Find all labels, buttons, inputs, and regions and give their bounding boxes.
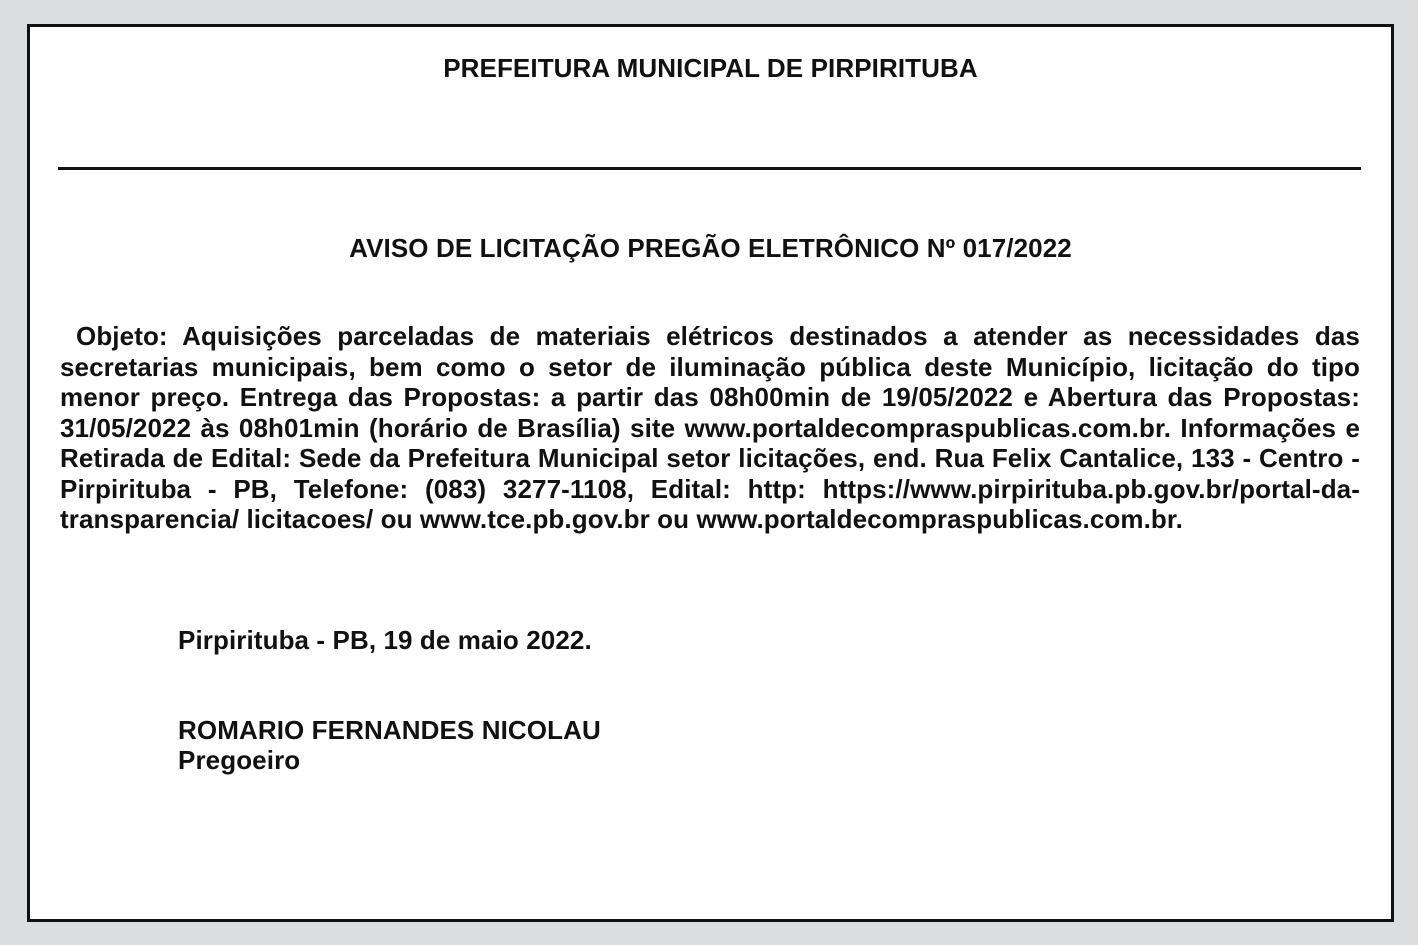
notice-date-line: Pirpirituba - PB, 19 de maio 2022. — [178, 625, 592, 655]
notice-title: AVISO DE LICITAÇÃO PREGÃO ELETRÔNICO Nº 017/2022 — [349, 233, 1072, 263]
notice-panel — [27, 24, 1394, 922]
header-divider — [58, 167, 1361, 170]
notice-body: Objeto: Aquisições parceladas de materiais elétricos destinados a atender as necessidades das secretarias municipais, bem como o setor de iluminação pública deste Município, licitação do tipo menor preço. Entrega das Propostas: a partir das 08h00min de 19/05/2022 e Abertura das Propostas: 31/05/2022 às 08h01min (horário de Brasília) site www.portaldecompraspublicas.com.br. Informações e Retirada de Edital: Sede da Prefeitura Municipal setor licitações, end. Rua Felix Cantalice, 133 - Centro - Pirpirituba - PB, Telefone: (083) 3277-1108, Edital: http: https://www.pirpirituba.pb.gov.br/portal-da-transparencia/ licitacoes/ ou www.tce.pb.gov.br ou www.portaldecompraspublicas.com.br. — [60, 321, 1360, 534]
signatory-role: Pregoeiro — [178, 745, 301, 775]
signatory-name: ROMARIO FERNANDES NICOLAU — [178, 715, 601, 745]
organization-header: PREFEITURA MUNICIPAL DE PIRPIRITUBA — [443, 53, 978, 83]
